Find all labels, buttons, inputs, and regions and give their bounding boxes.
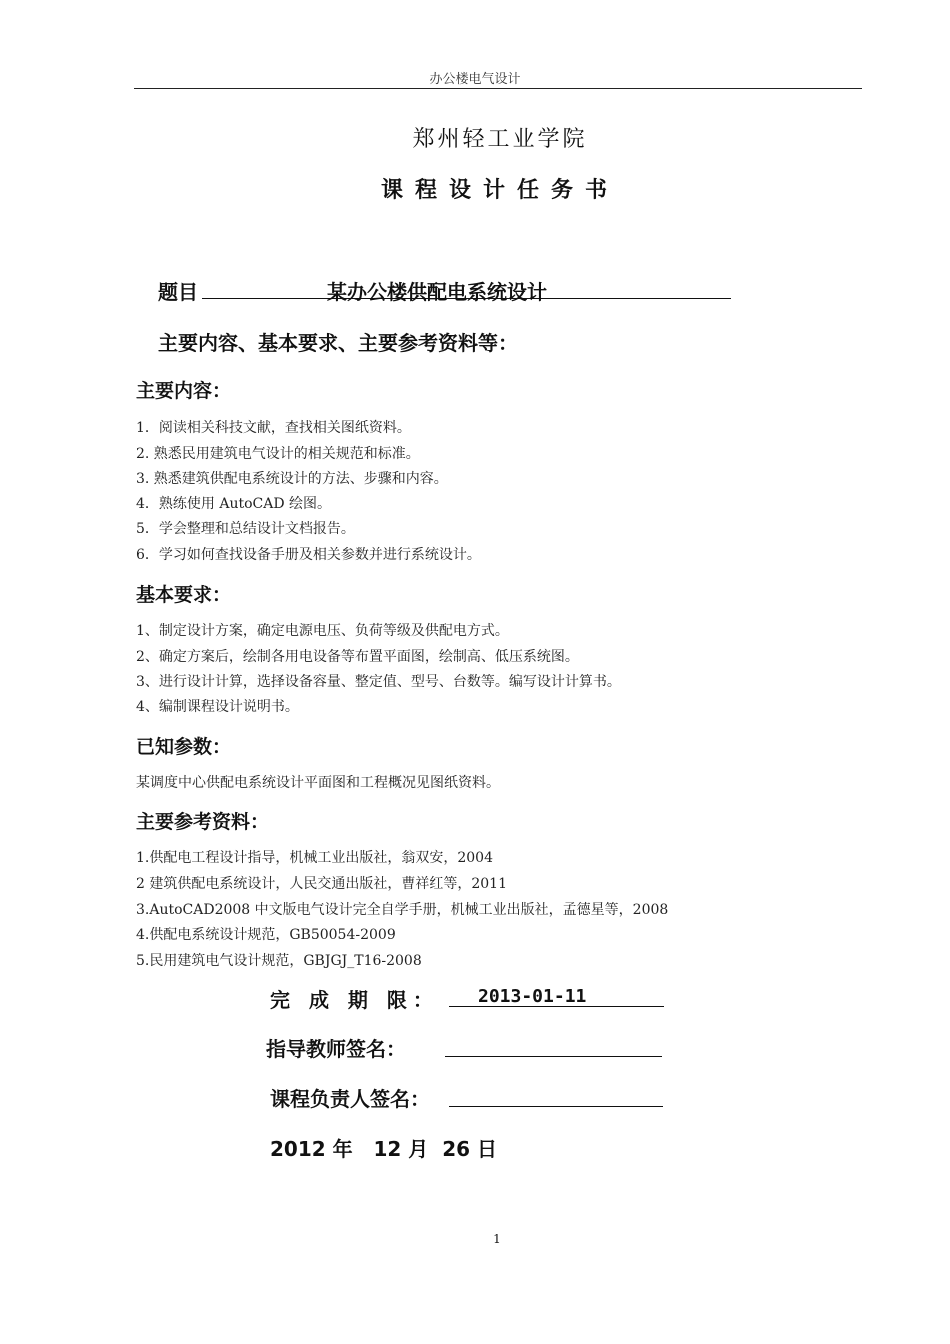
content-subheading: 主要内容、基本要求、主要参考资料等：: [158, 331, 518, 355]
requirement-item: 4、编制课程设计说明书。: [136, 699, 299, 715]
header-rule: [134, 88, 862, 89]
deadline-value: 2013-01-11: [478, 986, 587, 1007]
topic-label: 题目: [158, 280, 198, 304]
requirements-heading: 基本要求：: [136, 584, 232, 606]
page-number: 1: [493, 1232, 501, 1246]
main-content-heading: 主要内容：: [136, 380, 232, 402]
requirement-item: 1、制定设计方案，确定电源电压、负荷等级及供配电方式。: [136, 623, 509, 639]
document-title: 课程设计任务书: [380, 178, 619, 203]
course-lead-signature-line: [449, 1106, 663, 1107]
instructor-signature-label: 指导教师签名：: [266, 1037, 406, 1061]
known-params-heading: 已知参数：: [136, 736, 232, 758]
reference-item: 1.供配电工程设计指导，机械工业出版社，翁双安，2004: [136, 850, 493, 866]
main-content-item: 6．学习如何查找设备手册及相关参数并进行系统设计。: [136, 547, 481, 563]
main-content-item: 4．熟练使用 AutoCAD 绘图。: [136, 496, 332, 512]
reference-item: 4.供配电系统设计规范，GB50054-2009: [136, 927, 396, 943]
course-lead-signature-label: 课程负责人签名：: [270, 1087, 430, 1111]
reference-item: 3.AutoCAD2008 中文版电气设计完全自学手册，机械工业出版社，孟德星等，2008: [136, 902, 669, 918]
running-header: 办公楼电气设计: [429, 72, 521, 87]
deadline-label: 完 成 期 限：: [270, 988, 439, 1012]
main-content-item: 1．阅读相关科技文献，查找相关图纸资料。: [136, 420, 411, 436]
main-content-item: 2. 熟悉民用建筑电气设计的相关规范和标准。: [136, 446, 420, 462]
requirement-item: 2、确定方案后，绘制各用电设备等布置平面图，绘制高、低压系统图。: [136, 649, 579, 665]
deadline-underline: [449, 1006, 664, 1007]
main-content-item: 5．学会整理和总结设计文档报告。: [136, 521, 355, 537]
topic-value: 某办公楼供配电系统设计: [327, 280, 547, 304]
issue-date: 2012 年 12 月 26 日: [270, 1137, 498, 1161]
instructor-signature-line: [445, 1056, 662, 1057]
requirement-item: 3、进行设计计算，选择设备容量、整定值、型号、台数等。编写设计计算书。: [136, 674, 621, 690]
school-name: 郑州轻工业学院: [412, 127, 588, 152]
main-content-item: 3. 熟悉建筑供配电系统设计的方法、步骤和内容。: [136, 471, 448, 487]
references-heading: 主要参考资料：: [136, 811, 270, 833]
known-params-text: 某调度中心供配电系统设计平面图和工程概况见图纸资料。: [136, 775, 500, 791]
reference-item: 5.民用建筑电气设计规范，GBJGJ_T16-2008: [136, 953, 422, 969]
reference-item: 2 建筑供配电系统设计，人民交通出版社，曹祥红等，2011: [136, 876, 507, 892]
